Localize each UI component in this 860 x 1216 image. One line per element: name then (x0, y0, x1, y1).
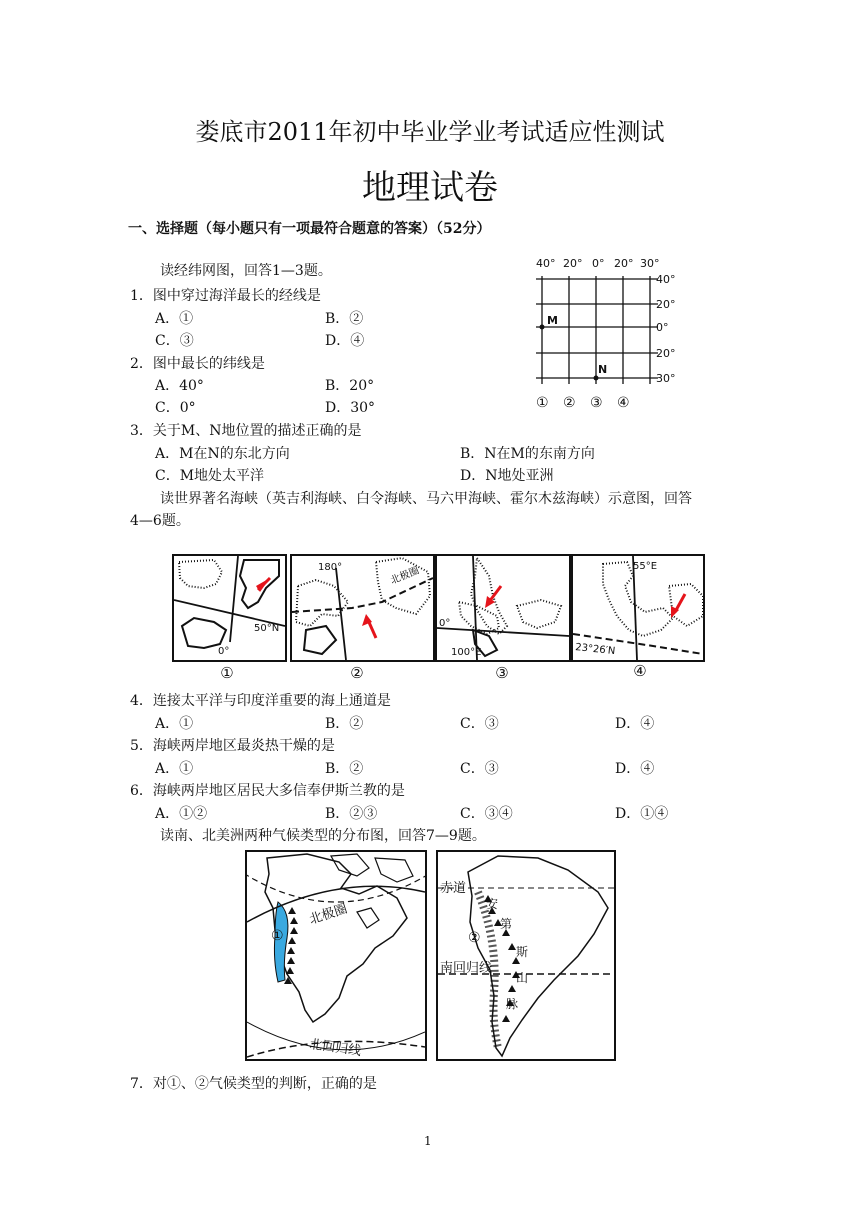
grid-meridian-label: ① (536, 395, 549, 411)
na-tropic-label: 北回归线 (308, 1037, 363, 1059)
grid-right-label: 20° (656, 298, 676, 311)
grid-right-label: 0° (656, 321, 669, 334)
q3-option-a: A．M在N的东北方向 (155, 446, 290, 462)
map4-lon-label: 55°E (633, 561, 658, 572)
strait-caption-2: ② (350, 664, 364, 682)
grid-top-label: 0° (592, 257, 605, 270)
sa-climate-2-label: ② (468, 930, 481, 946)
grid-top-label: 20° (563, 257, 583, 270)
map4-lat-label: 23°26′N (574, 642, 616, 658)
q5-option-a: A．① (155, 761, 194, 777)
q2-option-b: B．20° (325, 378, 375, 394)
q1-option-a: A．① (155, 311, 194, 327)
q6-option-a: A．①② (155, 806, 208, 822)
map1-lat-label: 50°N (254, 623, 280, 634)
page-number: 1 (424, 1134, 432, 1148)
south-america-map (436, 850, 616, 1061)
exam-subtitle: 地理试卷 (362, 168, 498, 208)
point-m-marker (540, 325, 545, 330)
point-n-label: N (598, 363, 608, 376)
q4-option-d: D．④ (615, 716, 655, 732)
q1-option-d: D．④ (325, 333, 365, 349)
q4-option-b: B．② (325, 716, 364, 732)
grid-right-label: 40° (656, 273, 676, 286)
grid-right-label: 20° (656, 347, 676, 360)
map3-lat-label: 0° (439, 618, 451, 629)
q3-option-b: B．N在M的东南方向 (460, 446, 595, 462)
lat-long-grid-figure (530, 252, 690, 414)
q6-option-c: C．③④ (460, 806, 513, 822)
q1-option-c: C．③ (155, 333, 194, 349)
question-7-stem: 7．对①、②气候类型的判断，正确的是 (130, 1076, 377, 1092)
strait-caption-4: ④ (633, 662, 647, 680)
q4-option-a: A．① (155, 716, 194, 732)
question-5-stem: 5．海峡两岸地区最炎热干燥的是 (130, 738, 335, 754)
na-climate-1-label: ① (271, 928, 284, 944)
q5-option-d: D．④ (615, 761, 655, 777)
q5-option-c: C．③ (460, 761, 499, 777)
question-6-stem: 6．海峡两岸地区居民大多信奉伊斯兰教的是 (130, 783, 405, 799)
strait-caption-1: ① (220, 664, 234, 682)
map3-lon-label: 100°E (451, 647, 482, 658)
grid-top-label: 40° (536, 257, 556, 270)
north-america-map (245, 850, 427, 1061)
intro-text-3: 读南、北美洲两种气候类型的分布图，回答7—9题。 (160, 828, 486, 844)
andes-char: 安 (486, 897, 499, 911)
question-3-stem: 3．关于M、N地位置的描述正确的是 (130, 423, 362, 439)
intro-text-2: 读世界著名海峡（英吉利海峡、白令海峡、马六甲海峡、霍尔木兹海峡）示意图，回答 (160, 491, 692, 507)
map1-lon-label: 0° (218, 646, 230, 657)
intro-text-1: 读经纬网图，回答1—3题。 (160, 263, 332, 279)
strait-map-3 (435, 554, 571, 662)
point-n-marker (594, 376, 599, 381)
andes-char: 脉 (506, 997, 519, 1011)
grid-meridian-label: ③ (590, 395, 603, 411)
q2-option-c: C．0° (155, 400, 196, 416)
andes-char: 山 (516, 971, 529, 985)
q3-option-c: C．M地处太平洋 (155, 468, 265, 484)
q6-option-b: B．②③ (325, 806, 378, 822)
map2-arctic-label: 北极圈 (389, 565, 421, 587)
question-4-stem: 4．连接太平洋与印度洋重要的海上通道是 (130, 693, 391, 709)
q5-option-b: B．② (325, 761, 364, 777)
section-heading: 一、选择题（每小题只有一项最符合题意的答案）（52分） (128, 221, 491, 237)
strait-caption-3: ③ (495, 664, 509, 682)
sa-tropic-label: 南回归线 (440, 961, 493, 976)
na-arctic-label: 北极圈 (307, 901, 350, 928)
grid-right-label: 30° (656, 372, 676, 385)
q2-option-a: A．40° (155, 378, 204, 394)
strait-map-4 (571, 554, 705, 662)
question-2-stem: 2．图中最长的纬线是 (130, 356, 265, 372)
q1-option-b: B．② (325, 311, 364, 327)
grid-meridian-label: ④ (617, 395, 630, 411)
q2-option-d: D．30° (325, 400, 376, 416)
andes-char: 第 (500, 917, 513, 931)
exam-title: 娄底市2011年初中毕业学业考试适应性测试 (195, 118, 665, 146)
point-m-label: M (547, 314, 558, 327)
strait-map-2 (290, 554, 435, 662)
grid-meridian-label: ② (563, 395, 576, 411)
strait-map-1 (172, 554, 287, 662)
q4-option-c: C．③ (460, 716, 499, 732)
map2-lon-label: 180° (318, 562, 343, 573)
intro-text-2-cont: 4—6题。 (130, 513, 190, 529)
grid-top-label: 30° (640, 257, 660, 270)
question-1-stem: 1．图中穿过海洋最长的经线是 (130, 288, 321, 304)
grid-top-label: 20° (614, 257, 634, 270)
andes-char: 斯 (516, 945, 529, 959)
sa-equator-label: 赤道 (440, 881, 467, 896)
q6-option-d: D．①④ (615, 806, 669, 822)
q3-option-d: D．N地处亚洲 (460, 468, 554, 484)
